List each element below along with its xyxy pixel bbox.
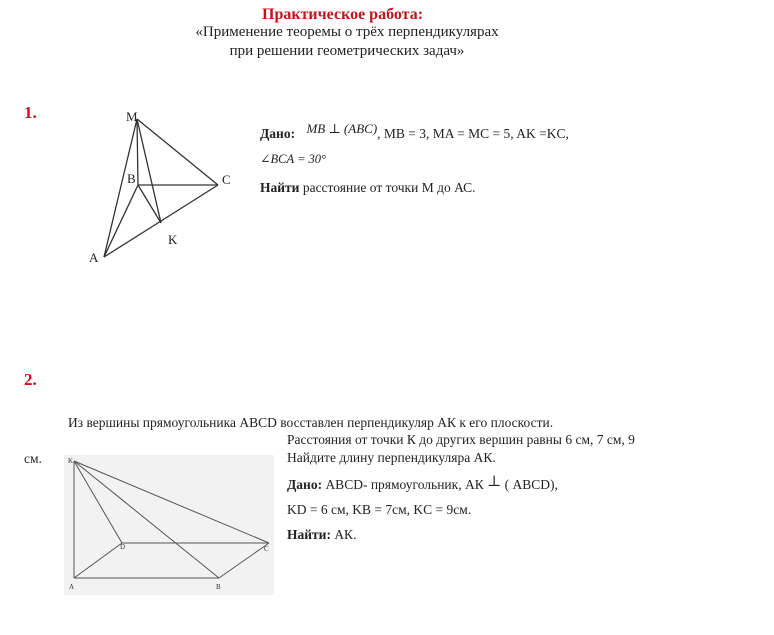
edge-MC [137, 119, 218, 185]
given-perp: MB ⊥ (ABC) [306, 121, 378, 136]
page-subtitle-line1: «Применение теоремы о трёх перпендикулярах [195, 24, 499, 40]
edge-BK [138, 185, 161, 223]
edge-MK [137, 119, 161, 223]
problem2-find [287, 527, 356, 543]
given-text2: ( ABCD), [504, 477, 558, 492]
given-label: Дано: [287, 477, 323, 492]
problem2-line2: Расстояния от точки К до других вершин равны 6 см, 7 см, 9 [287, 432, 635, 447]
label-K: K [168, 232, 178, 247]
edge-KD [74, 461, 122, 543]
edge-KC [74, 461, 269, 543]
edge-BC [219, 543, 269, 578]
page-title: Практическое работа: [262, 6, 424, 23]
find-label: Найти: [287, 527, 331, 542]
perp-symbol: ⊥ [487, 474, 502, 490]
given-values: , MB = 3, MA = MC = 5, AK =KC, [377, 126, 569, 141]
label-C: C [264, 545, 269, 553]
edge-MB [137, 119, 138, 185]
problem2-number: 2. [24, 370, 37, 389]
find-text: расстояние от точки М до АС. [302, 180, 476, 195]
edge-MA [104, 119, 137, 257]
label-B: B [216, 583, 221, 591]
edge-KB [74, 461, 219, 578]
label-C: C [222, 172, 231, 187]
label-A: A [89, 250, 99, 265]
label-D: D [120, 543, 126, 551]
problem2-given-line2: KD = 6 см, KB = 7см, KC = 9см. [287, 502, 472, 517]
problem1-find [260, 180, 476, 196]
problem1-number: 1. [24, 103, 37, 122]
edge-AD [74, 543, 122, 578]
problem2-line2-wrap: см. [24, 451, 42, 466]
problem2-line1: Из вершины прямоугольника ABCD восставлен перпендикуляр АК к его плоскости. [68, 415, 554, 430]
problem1-given-line [260, 121, 569, 142]
problem2-line3: Найдите длину перпендикуляра АК. [287, 450, 496, 465]
find-label: Найти [260, 180, 300, 195]
label-K: K [68, 457, 74, 465]
label-A: A [69, 583, 75, 591]
given-label: Дано: [260, 126, 296, 141]
problem2-figure [64, 455, 274, 595]
problem1-given-angle: ∠BCA = 30° [260, 152, 327, 166]
given-text1: ABCD- прямоугольник, АК [325, 477, 484, 492]
page-subtitle-line2: при решении геометрических задач» [229, 43, 465, 59]
problem1-figure [80, 105, 240, 270]
find-text: АК. [334, 527, 357, 542]
label-B: B [127, 171, 136, 186]
label-M: M [126, 109, 138, 124]
problem2-given [287, 475, 558, 494]
